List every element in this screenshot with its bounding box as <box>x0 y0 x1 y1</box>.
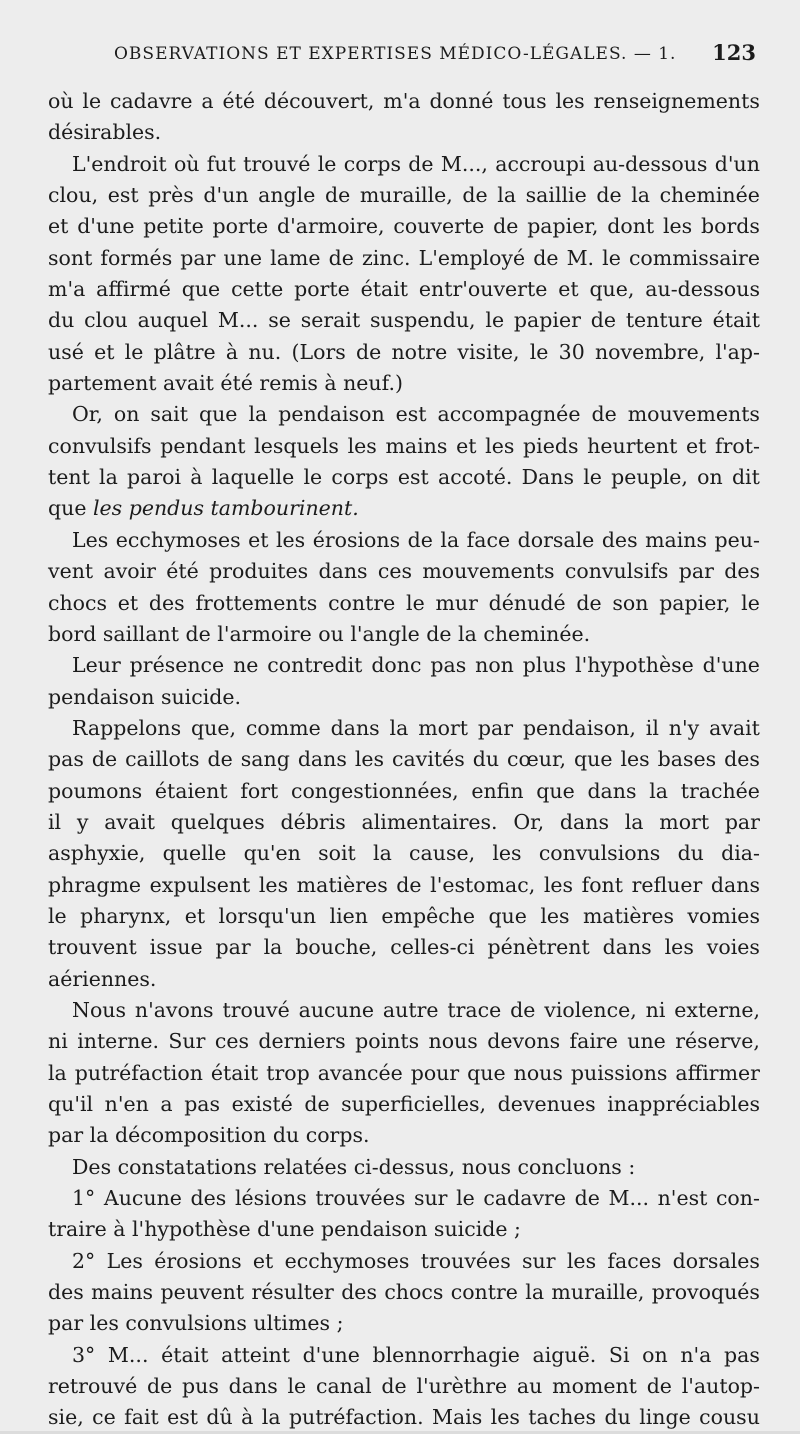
text-line: des mains peuvent résulter des chocs contre la muraille, provoqués <box>48 1280 760 1305</box>
text-line: Les ecchymoses et les érosions de la face dorsale des mains peu- <box>72 527 760 552</box>
text-line: il y avait quelques débris alimentaires. Or, dans la mort par <box>48 809 760 834</box>
text-line: asphyxie, quelle qu'en soit la cause, les convulsions du dia- <box>48 841 760 866</box>
text-line: traire à l'hypothèse d'une pendaison suicide ; <box>48 1217 521 1242</box>
text-line: poumons étaient fort congestionnées, enfin que dans la trachée <box>48 778 760 803</box>
text-line: désirables. <box>48 120 162 145</box>
text-line: chocs et des frottements contre le mur dénudé de son papier, le <box>48 590 760 615</box>
text-line: Rappelons que, comme dans la mort par pendaison, il n'y avait <box>72 715 760 740</box>
text-line: bord saillant de l'armoire ou l'angle de la cheminée. <box>48 621 591 646</box>
text-line: du clou auquel M... se serait suspendu, le papier de tenture était <box>48 308 760 333</box>
text-line: pendaison suicide. <box>48 684 242 709</box>
text-line: sont formés par une lame de zinc. L'employé de M. le commissaire <box>48 245 760 270</box>
text-line: ni interne. Sur ces derniers points nous devons faire une réserve, <box>48 1029 760 1054</box>
text-line: clou, est près d'un angle de muraille, de la saillie de la cheminée <box>48 183 760 208</box>
text-line: tent la paroi à laquelle le corps est accoté. Dans le peuple, on dit <box>48 465 760 490</box>
text-line: retrouvé de pus dans le canal de l'urèthre au moment de l'autop- <box>48 1374 760 1399</box>
page-number: 123 <box>712 40 756 65</box>
text-line: usé et le plâtre à nu. (Lors de notre visite, le 30 novembre, l'ap- <box>48 339 760 364</box>
text-line: le pharynx, et lorsqu'un lien empêche que les matières vomies <box>48 903 760 928</box>
page-header <box>48 36 756 70</box>
text-line: vent avoir été produites dans ces mouvements convulsifs par des <box>48 559 760 584</box>
text-line: pas de caillots de sang dans les cavités du cœur, que les bases des <box>48 747 760 772</box>
text-line: phragme expulsent les matières de l'estomac, les font refluer dans <box>48 872 760 897</box>
body-text <box>48 86 760 1434</box>
text-line: et d'une petite porte d'armoire, couverte de papier, dont les bords <box>48 214 760 239</box>
text-line: trouvent issue par la bouche, celles-ci pénètrent dans les voies <box>48 935 760 960</box>
text-line: Des constatations relatées ci-dessus, nous concluons : <box>72 1154 636 1179</box>
text-line: où le cadavre a été découvert, m'a donné tous les renseignements <box>48 89 760 113</box>
text-line: 3° M... était atteint d'une blennorrhagie aiguë. Si on n'a pas <box>72 1342 760 1367</box>
running-head: OBSERVATIONS ET EXPERTISES MÉDICO-LÉGALES. — 1. <box>114 44 677 64</box>
text-line: la putréfaction était trop avancée pour que nous puissions affirmer <box>48 1060 760 1085</box>
text-line: m'a affirmé que cette porte était entr'ouverte et que, au-dessous <box>48 277 760 302</box>
text-line: 2° Les érosions et ecchymoses trouvées sur les faces dorsales <box>72 1248 760 1273</box>
text-line: par les convulsions ultimes ; <box>48 1311 344 1336</box>
text-line: aériennes. <box>48 966 157 991</box>
text-line: par la décomposition du corps. <box>48 1123 370 1148</box>
text-line: Or, on sait que la pendaison est accompagnée de mouvements <box>72 402 760 427</box>
text-line: 1° Aucune des lésions trouvées sur le cadavre de M... n'est con- <box>72 1186 760 1211</box>
text-line: Nous n'avons trouvé aucune autre trace de violence, ni externe, <box>72 997 760 1022</box>
text-line: qu'il n'en a pas existé de superficielles, devenues inappréciables <box>48 1092 760 1116</box>
text-line: L'endroit où fut trouvé le corps de M..., accroupi au-dessous d'un <box>72 151 760 176</box>
text-line: sie, ce fait est dû à la putréfaction. Mais les taches du linge cousu <box>48 1405 760 1430</box>
text-line: Leur présence ne contredit donc pas non plus l'hypothèse d'une <box>72 653 760 678</box>
text-line: que les pendus tambourinent. <box>48 496 359 521</box>
text-line: convulsifs pendant lesquels les mains et les pieds heurtent et frot- <box>48 433 760 458</box>
text-line: partement avait été remis à neuf.) <box>48 371 404 396</box>
